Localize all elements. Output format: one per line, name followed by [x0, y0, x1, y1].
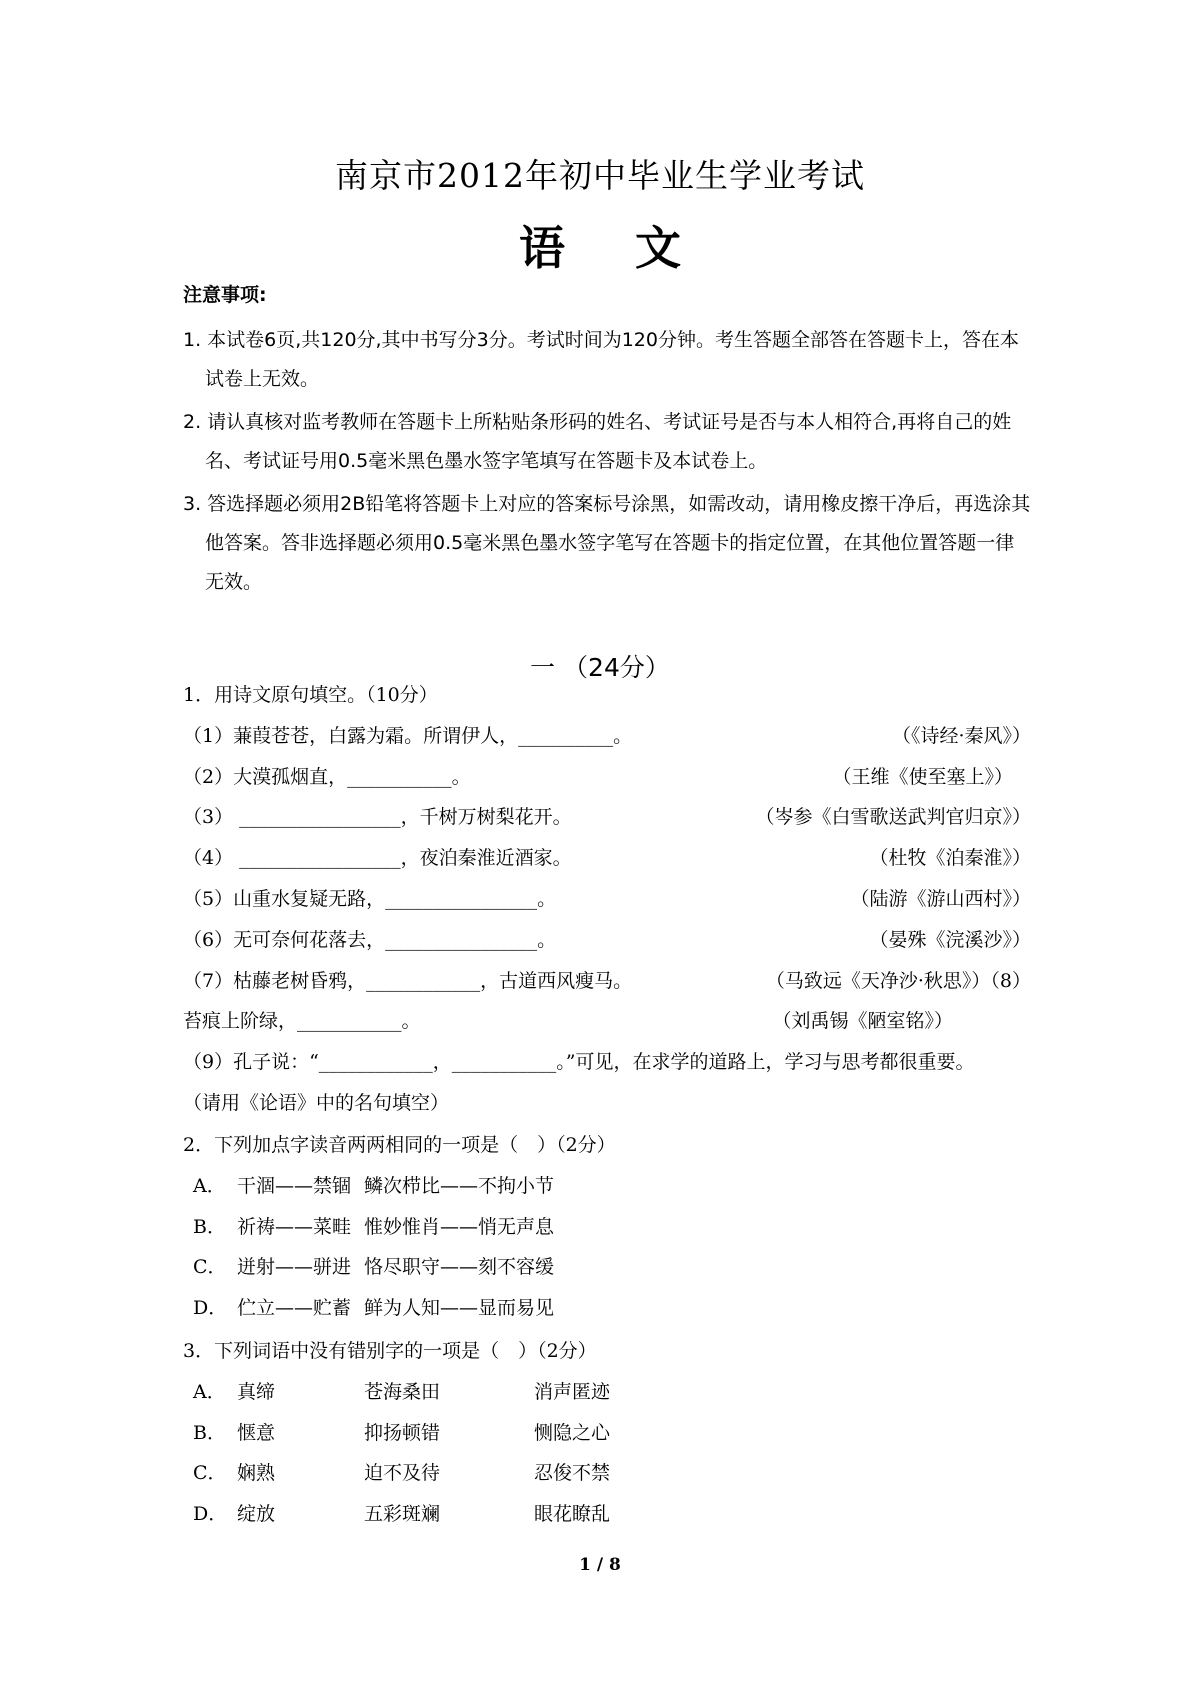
option-word-a: 绽放	[237, 1503, 276, 1526]
option-word-c: 消声匿迹	[534, 1380, 611, 1403]
fill-line	[183, 797, 1031, 838]
option-label: A．	[193, 1380, 226, 1403]
note-item-1: 1. 本试卷6页,共120分,其中书写分3分。考试时间为120分钟。考生答题全部答在答题卡上，答在本试卷上无效。	[183, 329, 1019, 390]
fill-line-text: （5）山重水复疑无路，________________。	[183, 887, 557, 910]
option-pair-a: 干涸——禁锢	[237, 1174, 352, 1197]
note-item-2: 2. 请认真核对监考教师在答题卡上所粘贴条形码的姓名、考试证号是否与本人相符合,再将自己的姓名、考试证号用0.5毫米黑色墨水签字笔填写在答题卡及本试卷上。	[183, 411, 1012, 472]
fill-line-text: （2）大漠孤烟直，___________。	[183, 765, 471, 788]
option-word-a: 惬意	[237, 1421, 276, 1444]
fill-line	[183, 757, 1031, 798]
option-pair-b: 恪尽职守——刻不容缓	[364, 1256, 555, 1279]
fill-line-text: （1）蒹葭苍苍，白露为霜。所谓伊人，__________。	[183, 724, 633, 747]
option-row	[183, 1166, 1031, 1207]
fill-line-source: （《诗经·秦风》）	[891, 724, 1031, 747]
fill-line	[183, 1042, 1031, 1083]
exam-title: 南京市2012年初中毕业生学业考试	[335, 156, 865, 195]
fill-line-source: （岑参《白雪歌送武判官归京》）	[755, 806, 1031, 829]
option-word-c: 眼花瞭乱	[534, 1503, 611, 1526]
fill-line-text: （9）孔子说：“____________，___________。”可见，在求学的道路上，学习与思考都很重要。	[183, 1051, 975, 1074]
option-row	[183, 1288, 1031, 1329]
fill-line-source: （刘禹锡《陋室铭》）	[772, 1010, 953, 1033]
notes-heading: 注意事项:	[183, 284, 267, 306]
fill-line-text: （6）无可奈何花落去，________________。	[183, 928, 557, 951]
option-label: D．	[193, 1503, 228, 1526]
fill-line-text: （7）枯藤老树昏鸦，____________，古道西风瘦马。	[183, 969, 633, 992]
option-pair-a: 伫立——贮蓄	[237, 1297, 352, 1320]
option-label: C．	[193, 1256, 227, 1279]
fill-line	[183, 1001, 1031, 1042]
option-label: B．	[193, 1421, 226, 1444]
option-row	[183, 1372, 1031, 1413]
fill-line-text: 苔痕上阶绿，___________。	[183, 1010, 421, 1033]
option-word-a: 娴熟	[237, 1462, 276, 1485]
fill-line-source: （晏殊《浣溪沙》）	[869, 928, 1031, 951]
option-word-c: 忍俊不禁	[534, 1462, 611, 1485]
fill-line-text: （4） _________________，夜泊秦淮近酒家。	[183, 847, 572, 870]
option-pair-a: 迸射——骈进	[237, 1256, 352, 1279]
question-2	[183, 1125, 1031, 1329]
fill-line	[183, 716, 1031, 757]
fill-line	[183, 879, 1031, 920]
option-label: A．	[193, 1174, 226, 1197]
option-row	[183, 1413, 1031, 1454]
option-label: C．	[193, 1462, 227, 1485]
question-1	[183, 675, 1031, 1124]
option-pair-b: 鲜为人知——显而易见	[364, 1297, 555, 1320]
fill-line-source: （王维《使至塞上》）	[832, 765, 1013, 788]
fill-line	[183, 1083, 1031, 1124]
question-3-stem: 3．下列词语中没有错别字的一项是（ ）（2分）	[183, 1340, 597, 1362]
note-item-3: 3. 答选择题必须用2B铅笔将答题卡上对应的答案标号涂黑，如需改动，请用橡皮擦干净后，再选涂其他答案。答非选择题必须用0.5毫米黑色墨水签字笔写在答题卡的指定位置，在其他位置答题一律无效。	[183, 493, 1031, 593]
option-pair-a: 祈祷——菜畦	[237, 1215, 352, 1238]
fill-line-source: （杜牧《泊秦淮》）	[869, 847, 1031, 870]
option-word-b: 抑扬顿错	[364, 1421, 441, 1444]
fill-line	[183, 838, 1031, 879]
question-2-stem: 2．下列加点字读音两两相同的一项是（ ）（2分）	[183, 1134, 616, 1156]
notes-section	[183, 280, 1031, 606]
fill-line	[183, 961, 1031, 1002]
fill-line-source: （马致远《天净沙·秋思》）（8）	[765, 969, 1031, 992]
option-word-b: 迫不及待	[364, 1462, 441, 1485]
option-label: D．	[193, 1297, 228, 1320]
option-word-a: 真缔	[237, 1380, 276, 1403]
option-row	[183, 1207, 1031, 1248]
option-row	[183, 1453, 1031, 1494]
option-row	[183, 1247, 1031, 1288]
page-number: 1 / 8	[579, 1555, 621, 1575]
fill-line	[183, 920, 1031, 961]
question-1-stem: 1．用诗文原句填空。（10分）	[183, 684, 438, 706]
fill-line-text: （请用《论语》中的名句填空）	[183, 1091, 450, 1114]
option-pair-b: 惟妙惟肖——悄无声息	[364, 1215, 555, 1238]
option-row	[183, 1494, 1031, 1535]
fill-line-source: （陆游《游山西村》）	[850, 887, 1031, 910]
fill-line-text: （3） _________________，千树万树梨花开。	[183, 806, 572, 829]
option-label: B．	[193, 1215, 226, 1238]
option-word-b: 五彩斑斓	[364, 1503, 441, 1526]
option-word-b: 苍海桑田	[364, 1380, 441, 1403]
option-word-c: 恻隐之心	[534, 1421, 611, 1444]
section-heading: 一 （24分）	[530, 653, 670, 682]
question-3	[183, 1331, 1031, 1535]
subject-title: 语文	[519, 221, 751, 275]
option-pair-b: 鳞次栉比——不拘小节	[364, 1174, 555, 1197]
